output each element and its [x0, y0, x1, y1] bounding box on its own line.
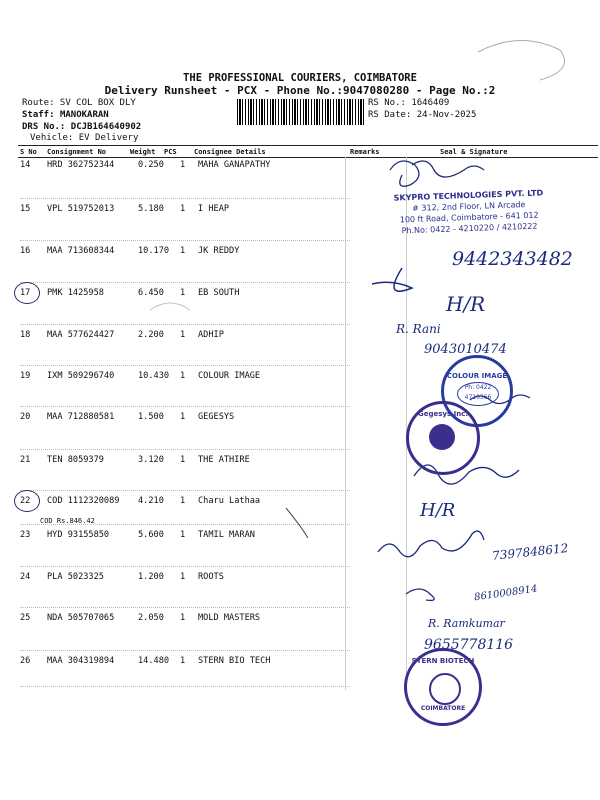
- skypro-stamp: [375, 187, 562, 237]
- row-consignment-prefix: PMK: [47, 288, 63, 298]
- skypro-address-1: # 312, 2nd Floor, LN Arcade: [412, 200, 526, 213]
- row-consignee: THE ATHIRE: [198, 455, 250, 465]
- row-pcs: 1: [180, 613, 186, 623]
- vehicle-label: Vehicle: EV Delivery: [30, 133, 139, 143]
- handwritten-phone-23: 7397848612: [491, 541, 569, 563]
- row-weight: 5.600: [138, 530, 164, 540]
- row-sno: 26: [20, 656, 31, 666]
- row-weight: 1.200: [138, 572, 164, 582]
- row-weight: 10.430: [138, 371, 170, 381]
- row-pcs: 1: [180, 160, 186, 170]
- row-consignment-number: 577624427: [67, 330, 115, 340]
- colour-image-stamp-phone: [457, 382, 499, 406]
- handwritten-hr-23: H/R: [420, 500, 456, 521]
- row-consignee: JK REDDY: [198, 246, 240, 256]
- row-consignee: EB SOUTH: [198, 288, 240, 298]
- handwritten-hr-18: H/R: [446, 292, 486, 316]
- handwritten-phone-24: 8610008914: [473, 583, 539, 604]
- row-consignment-prefix: HYD: [47, 530, 63, 540]
- handwritten-receiver-25: R. Ramkumar: [428, 617, 505, 630]
- gegesys-logo-icon: [429, 424, 455, 450]
- handwritten-receiver-18: R. Rani: [396, 322, 441, 336]
- stern-logo-icon: [429, 673, 461, 705]
- row-consignee: COLOUR IMAGE: [198, 371, 261, 381]
- row-cod-amount: COD Rs.846.42: [40, 517, 95, 525]
- staff-name: MANOKARAN: [59, 110, 109, 120]
- row-pcs: 1: [180, 371, 186, 381]
- col-consignee: Consignee Details: [194, 148, 266, 156]
- row-consignment-prefix: IXM: [47, 371, 63, 381]
- gegesys-stamp: [406, 401, 480, 475]
- row-sno: 20: [20, 412, 31, 422]
- skypro-address-2: 100 ft Road, Coimbatore - 641 012: [399, 210, 539, 225]
- row-consignment-number: 362752344: [67, 160, 115, 170]
- colour-image-phone-2: 4710366: [464, 394, 492, 401]
- row-pcs: 1: [180, 246, 186, 256]
- row-pcs: 1: [180, 204, 186, 214]
- row-consignment-prefix: MAA: [47, 412, 63, 422]
- row-weight: 1.500: [138, 412, 164, 422]
- row-weight: 10.170: [138, 246, 170, 256]
- row-consignment-prefix: VPL: [47, 204, 63, 214]
- company-title: THE PROFESSIONAL COURIERS, COIMBATORE: [183, 72, 417, 84]
- row-consignment-number: 304319894: [67, 656, 115, 666]
- row-sno: 22: [20, 496, 31, 506]
- col-signature: Seal & Signature: [440, 148, 508, 156]
- row-pcs: 1: [180, 455, 186, 465]
- row-consignment-number: 519752013: [67, 204, 115, 214]
- row-sno: 14: [20, 160, 31, 170]
- stern-stamp-city: COIMBATORE: [420, 705, 466, 712]
- row-weight: 0.250: [138, 160, 164, 170]
- row-consignment-number: 712880581: [67, 412, 115, 422]
- row-pcs: 1: [180, 288, 186, 298]
- row-weight: 2.200: [138, 330, 164, 340]
- row-consignment-prefix: MAA: [47, 656, 63, 666]
- row-pcs: 1: [180, 412, 186, 422]
- drs-label: DRS No.:: [22, 122, 66, 132]
- col-remarks: Remarks: [350, 148, 380, 156]
- handwritten-phone-18: 9043010474: [424, 342, 507, 357]
- row-consignment-number: 1112320089: [67, 496, 120, 506]
- row-weight: 3.120: [138, 455, 164, 465]
- row-sno: 15: [20, 204, 31, 214]
- row-pcs: 1: [180, 656, 186, 666]
- row-consignment-prefix: COD: [47, 496, 63, 506]
- rs-date: RS Date: 24-Nov-2025: [368, 110, 477, 120]
- row-sno: 23: [20, 530, 31, 540]
- stern-biotech-stamp: [404, 648, 482, 726]
- row-pcs: 1: [180, 530, 186, 540]
- col-consignment: Consignment No: [47, 148, 107, 156]
- drs-number: DCJB164640902: [70, 122, 142, 132]
- row-consignee: ROOTS: [198, 572, 224, 582]
- row-sno: 19: [20, 371, 31, 381]
- handwritten-phone-16: 9442343482: [452, 248, 573, 270]
- rs-number: RS No.: 1646409: [368, 98, 450, 108]
- row-consignee: ADHIP: [198, 330, 224, 340]
- row-weight: 14.480: [138, 656, 170, 666]
- row-consignment-number: 8059379: [67, 455, 104, 465]
- gegesys-stamp-name: Gegesys Inc.: [418, 410, 468, 418]
- row-consignment-prefix: TEN: [47, 455, 63, 465]
- handwritten-phone-25: 9655778116: [424, 637, 514, 653]
- row-consignment-prefix: MAA: [47, 246, 63, 256]
- row-consignee: Charu Lathaa: [198, 496, 261, 506]
- skypro-phone: Ph.No: 0422 - 4210220 / 4210222: [401, 221, 538, 236]
- stern-stamp-name: STERN BIOTECH: [411, 657, 475, 665]
- row-consignment-number: 93155850: [67, 530, 110, 540]
- runsheet-title: Delivery Runsheet - PCX - Phone No.:9047080280 - Page No.:2: [104, 84, 496, 97]
- row-consignment-number: 1425958: [67, 288, 104, 298]
- row-weight: 6.450: [138, 288, 164, 298]
- row-consignee: MOLD MASTERS: [198, 613, 261, 623]
- row-consignee: I HEAP: [198, 204, 230, 214]
- route-label: Route: SV COL BOX DLY: [22, 98, 136, 108]
- row-sno: 25: [20, 613, 31, 623]
- row-sno: 18: [20, 330, 31, 340]
- row-consignee: MAHA GANAPATHY: [198, 160, 271, 170]
- colour-image-phone-1: Ph: 0422: [464, 384, 492, 391]
- row-sno: 24: [20, 572, 31, 582]
- row-consignment-prefix: MAA: [47, 330, 63, 340]
- row-consignment-number: 505707065: [67, 613, 115, 623]
- staff-label: Staff:: [22, 110, 55, 120]
- row-consignment-number: 713608344: [67, 246, 115, 256]
- row-sno: 21: [20, 455, 31, 465]
- row-pcs: 1: [180, 496, 186, 506]
- row-consignee: STERN BIO TECH: [198, 656, 271, 666]
- row-weight: 4.210: [138, 496, 164, 506]
- row-consignee: TAMIL MARAN: [198, 530, 255, 540]
- col-sno: S No: [20, 148, 37, 156]
- row-weight: 2.050: [138, 613, 164, 623]
- row-consignment-prefix: HRD: [47, 160, 63, 170]
- row-pcs: 1: [180, 572, 186, 582]
- colour-image-stamp-name: COLOUR IMAGE: [446, 372, 508, 380]
- skypro-name: SKYPRO TECHNOLOGIES PVT. LTD: [393, 188, 544, 203]
- col-pcs: PCS: [164, 148, 177, 156]
- row-consignment-number: 5023325: [67, 572, 104, 582]
- row-sno: 17: [20, 288, 31, 298]
- row-consignment-number: 509296740: [67, 371, 115, 381]
- row-sno: 16: [20, 246, 31, 256]
- row-consignment-prefix: PLA: [47, 572, 63, 582]
- col-weight: Weight: [130, 148, 156, 156]
- row-consignment-prefix: NDA: [47, 613, 63, 623]
- row-weight: 5.180: [138, 204, 164, 214]
- row-consignee: GEGESYS: [198, 412, 235, 422]
- row-pcs: 1: [180, 330, 186, 340]
